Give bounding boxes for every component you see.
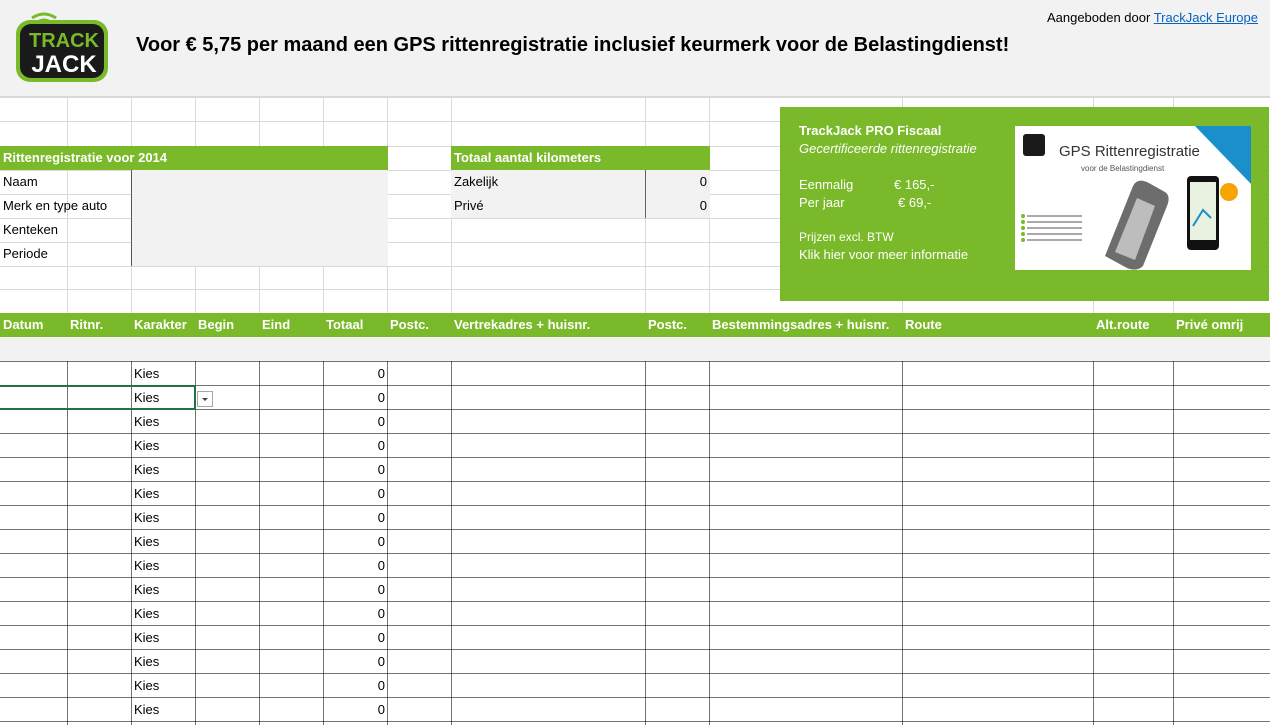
ad-price1-value: € 165,- [894,177,935,192]
totaal-cell: 0 [377,606,385,621]
karakter-cell[interactable]: Kies [134,510,160,525]
column-header[interactable]: Datum [3,317,44,332]
product-image [1015,126,1251,270]
column-border [323,361,324,725]
table-row[interactable] [0,434,1270,458]
column-header[interactable]: Ritnr. [70,317,104,332]
table-row[interactable] [0,362,1270,386]
row-border [0,721,1270,722]
trackjack-europe-link[interactable]: TrackJack Europe [1153,10,1258,25]
trackjack-logo [14,12,114,88]
gridline-horizontal [0,97,1270,98]
totaal-cell: 0 [377,630,385,645]
karakter-cell[interactable]: Kies [134,534,160,549]
column-border [1093,361,1094,725]
chevron-down-icon [198,392,212,406]
column-header[interactable]: Postc. [390,317,430,332]
table-header [0,313,1270,337]
column-header[interactable]: Karakter [134,317,187,332]
karakter-cell[interactable]: Kies [134,366,160,381]
totals-title: Totaal aantal kilometers [451,146,710,170]
row-border [0,433,1270,434]
karakter-cell[interactable]: Kies [134,438,160,453]
totals-label-zakelijk: Zakelijk [454,174,499,189]
table-subheader [0,337,1270,361]
row-border [0,673,1270,674]
row-border [0,553,1270,554]
column-border [387,361,388,725]
ad-cta-link[interactable]: Klik hier voor meer informatie [799,247,969,262]
totaal-cell: 0 [377,678,385,693]
row-border [0,505,1270,506]
karakter-cell[interactable]: Kies [134,390,160,405]
column-border [195,361,196,725]
table-row[interactable] [0,458,1270,482]
box-logo-icon [1023,134,1045,156]
ad-price2-value: € 69,- [898,195,932,210]
table-row[interactable] [0,410,1270,434]
column-border [131,361,132,725]
karakter-cell[interactable]: Kies [134,558,160,573]
column-border [451,361,452,725]
totals-label-prive: Privé [454,198,484,213]
column-header[interactable]: Totaal [326,317,364,332]
logo-text-track: TRACK [29,30,99,52]
column-header[interactable]: Bestemmingsadres + huisnr. [712,317,890,332]
info-title: Rittenregistratie voor 2014 [0,146,388,170]
karakter-cell[interactable]: Kies [134,462,160,477]
totaal-cell: 0 [377,414,385,429]
table-row[interactable] [0,554,1270,578]
table-row[interactable] [0,698,1270,722]
karakter-cell[interactable]: Kies [134,678,160,693]
totaal-cell: 0 [377,510,385,525]
table-row[interactable] [0,482,1270,506]
ad-price1-label: Eenmalig [799,177,854,192]
column-border [902,361,903,725]
column-border [67,361,68,725]
logo-text-jack: JACK [31,51,97,78]
info-label-naam: Naam [3,174,38,189]
column-header[interactable]: Eind [262,317,291,332]
column-header[interactable]: Postc. [648,317,688,332]
totaal-cell: 0 [377,654,385,669]
karakter-cell[interactable]: Kies [134,582,160,597]
info-label-auto: Merk en type auto [3,198,108,213]
karakter-cell[interactable]: Kies [134,414,160,429]
totals-value-zakelijk: 0 [699,174,707,189]
column-header[interactable]: Privé omrij [1176,317,1244,332]
offered-by-text: Aangeboden door TrackJack Europe [1046,10,1258,25]
table-row[interactable] [0,650,1270,674]
karakter-cell[interactable]: Kies [134,486,160,501]
row-border [0,649,1270,650]
product-title: GPS Rittenregistratie [1059,143,1200,160]
totaal-cell: 0 [377,486,385,501]
totaal-cell: 0 [377,438,385,453]
ad-note: Prijzen excl. BTW [799,230,894,244]
row-border [0,577,1270,578]
ad-title: TrackJack PRO Fiscaal [799,123,942,138]
row-border [0,481,1270,482]
totaal-cell: 0 [377,534,385,549]
row-border [0,529,1270,530]
table-row[interactable] [0,626,1270,650]
totaal-cell: 0 [377,702,385,717]
info-input-area[interactable] [132,170,388,266]
totaal-cell: 0 [377,582,385,597]
row-border [0,457,1270,458]
table-row[interactable] [0,578,1270,602]
totaal-cell: 0 [377,462,385,477]
selected-cell[interactable] [0,385,196,410]
table-row[interactable] [0,674,1270,698]
column-header[interactable]: Route [905,317,942,332]
ad-price2-label: Per jaar [799,195,845,210]
smartphone-icon [1187,176,1219,250]
table-row[interactable] [0,530,1270,554]
row-border [0,601,1270,602]
karakter-cell[interactable]: Kies [134,654,160,669]
totaal-cell: 0 [377,390,385,405]
column-border [259,361,260,725]
karakter-cell[interactable]: Kies [134,606,160,621]
karakter-cell[interactable]: Kies [134,630,160,645]
info-label-periode: Periode [3,246,48,261]
totaal-cell: 0 [377,366,385,381]
column-header[interactable]: Alt.route [1096,317,1150,332]
info-label-kenteken: Kenteken [3,222,58,237]
column-header[interactable]: Vertrekadres + huisnr. [454,317,591,332]
row-border [0,697,1270,698]
totals-value-prive: 0 [699,198,707,213]
product-subtitle: voor de Belastingdienst [1081,164,1165,173]
table-row[interactable] [0,602,1270,626]
row-border [0,361,1270,362]
table-row[interactable] [0,506,1270,530]
page-headline: Voor € 5,75 per maand een GPS rittenregistratie inclusief keurmerk voor de Belastingdienst! [136,34,1010,56]
row-border [0,625,1270,626]
karakter-cell[interactable]: Kies [134,702,160,717]
totaal-cell: 0 [377,558,385,573]
column-border [709,361,710,725]
ad-subtitle: Gecertificeerde rittenregistratie [799,141,977,156]
column-border [645,361,646,725]
badge-icon [1220,183,1238,201]
column-header[interactable]: Begin [198,317,235,332]
karakter-dropdown-button[interactable] [197,391,213,407]
column-border [1173,361,1174,725]
